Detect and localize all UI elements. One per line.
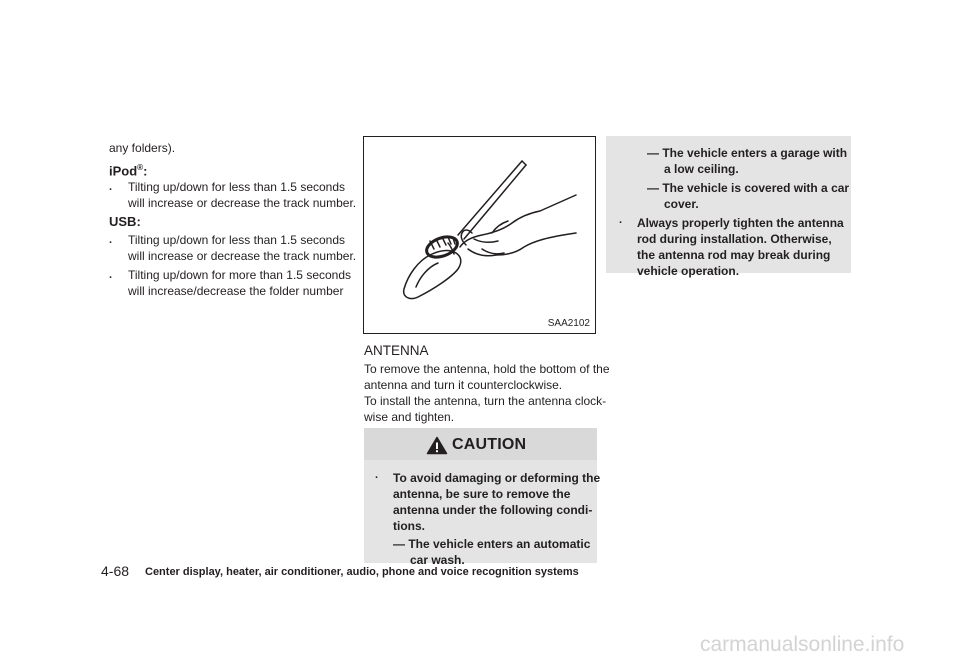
caution-body-left [364, 460, 601, 567]
registered-mark: ® [137, 163, 144, 172]
ipod-bullet-line2: will increase or decrease the track number. [128, 196, 357, 210]
bullet-marker: . [109, 181, 113, 193]
page-number: 4-68 [101, 563, 130, 579]
caution-b2-line2: rod during installation. Otherwise, [637, 232, 832, 246]
caution-b2-line1: Always properly tighten the antenna [637, 216, 844, 230]
caution-b1-line2: antenna, be sure to remove the [393, 487, 571, 501]
caution-b1-line3: antenna under the following condi- [393, 503, 593, 517]
ipod-bullet [109, 180, 357, 212]
usb-bullet-1 [109, 233, 357, 265]
bullet-marker: . [375, 469, 379, 481]
usb-bullet-2 [109, 268, 352, 300]
caution-d3-line2: cover. [664, 197, 699, 211]
antenna-figure [363, 136, 596, 334]
footer-section-title: Center display, heater, air conditioner, audio, phone and voice recognition systems [145, 566, 579, 578]
intro-text: any folders). [109, 141, 176, 155]
bullet-marker: . [109, 234, 113, 246]
caution-d2-line1: — The vehicle enters a garage with [647, 146, 848, 160]
caution-d3-line1: — The vehicle is covered with a car [647, 181, 850, 195]
ipod-heading-label: iPod [109, 163, 138, 179]
caution-d1-line2: car wash. [410, 553, 465, 567]
antenna-p2-line1: To install the antenna, turn the antenna clock- [364, 394, 607, 408]
usb-bullet-2-line2: will increase/decrease the folder number [128, 284, 344, 298]
bullet-marker: . [619, 214, 623, 226]
ipod-heading [109, 160, 147, 178]
caution-d1-line1: — The vehicle enters an automatic [393, 537, 591, 551]
caution-header [364, 428, 597, 460]
antenna-p1-line1: To remove the antenna, hold the bottom of the [364, 362, 610, 376]
caution-d2-line2: a low ceiling. [664, 162, 739, 176]
caution-b2-line4: vehicle operation. [637, 264, 740, 278]
usb-bullet-2-line1: Tilting up/down for more than 1.5 seconds [128, 268, 352, 282]
watermark: carmanualsonline.info [700, 633, 905, 656]
bullet-marker: . [109, 269, 113, 281]
caution-title: CAUTION [452, 436, 527, 453]
caution-b2-line3: the antenna rod may break during [637, 248, 831, 262]
antenna-illustration [364, 137, 595, 333]
antenna-p2-line2: wise and tighten. [364, 410, 455, 424]
ipod-heading-colon: : [143, 163, 148, 179]
caution-body-right [606, 136, 851, 278]
warning-triangle-icon [426, 436, 448, 455]
caution-b1-line4: tions. [393, 519, 425, 533]
antenna-p1-line2: antenna and turn it counterclockwise. [364, 378, 563, 392]
figure-code: SAA2102 [547, 318, 590, 329]
antenna-heading: ANTENNA [364, 343, 429, 358]
usb-heading: USB: [109, 214, 141, 229]
usb-bullet-1-line1: Tilting up/down for less than 1.5 seconds [128, 233, 346, 247]
usb-bullet-1-line2: will increase or decrease the track number. [128, 249, 357, 263]
caution-b1-line1: To avoid damaging or deforming the [393, 471, 601, 485]
ipod-bullet-line1: Tilting up/down for less than 1.5 seconds [128, 180, 346, 194]
